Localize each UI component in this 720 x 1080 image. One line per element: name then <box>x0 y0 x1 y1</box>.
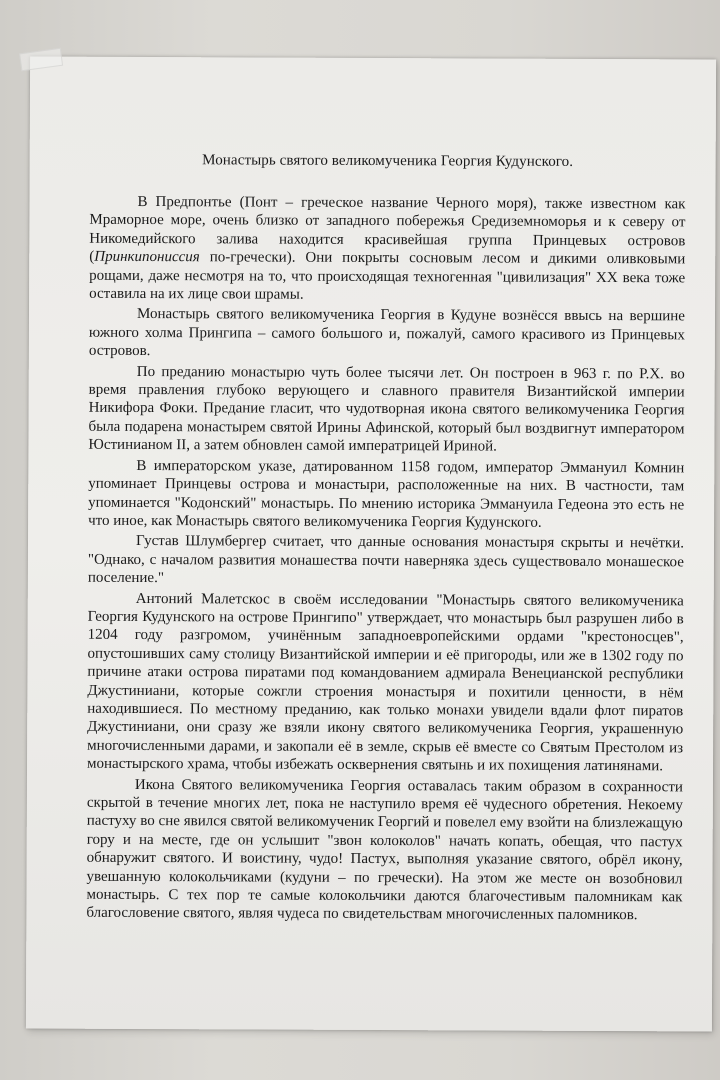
paragraph-1-italic: Принкипониссия <box>94 249 200 266</box>
paragraph-1 <box>89 193 685 306</box>
paragraph-1-text-a: В Предпонтье (Понт – греческое название Черного моря), также известном как Мраморное море, очень близко от западного побережья Средиземноморья и к северу от Никомедийского залива находится красивейшая группа Принцевых островов ( <box>89 193 686 266</box>
paragraph-2: Монастырь святого великомученика Георгия в Кудуне вознёсся ввысь на вершине южного холма Прингипа – самого большого и, пожалуй, самого красивого из Принцевых островов. <box>88 306 686 360</box>
paragraph-4: В императорском указе, датированном 1158 годом, император Эммануил Комнин упоминает Принцевы острова и монастыри, расположенные на них. В частности, там упоминается "Кодонский" монастырь. По мнению историка Эммануила Гедеона это есть не что иное, как Монастырь святого великомученика Георгия Кудунского. <box>88 457 685 531</box>
paper-sheet <box>26 57 716 1032</box>
paragraph-6: Антоний Малетскос в своём исследовании "Монастырь святого великомученика Георгия Кудунского на острове Прингипо" утверждает, что монастырь был разрушен либо в 1204 году разгромом, учинённым западноевропейскими ордами "крестоносцев", опустошивших саму столицу Византийской империи и её пригороды, или же в 1302 году по причине атаки острова пиратами под командованием адмирала Венецианской республики Джустиниани, которые сожгли строения монастыря и похитили ценности, в нём находившиеся. По местному преданию, как только монахи увидели вдали флот пиратов Джустиниани, они сразу же взяли икону святого великомученика Георгия, украшенную многочисленными дарами, и закопали её в земле, скрыв её вместе со Святым Престолом из монастырского храма, чтобы избежать осквернения святынь и их похищения латинянами. <box>87 590 684 775</box>
paragraph-1-text-b: по-гречески). Они покрыты сосновым лесом и дикими оливковыми рощами, даже несмотря на то, что происходящая техногенная "цивилизация" XX века тоже оставила на их лице свои шрамы. <box>89 249 686 303</box>
paragraph-5: Густав Шлумбергер считает, что данные основания монастыря скрыты и нечётки. "Однако, с началом развития монашества почти наверняка здесь существовало монашеское поселение." <box>87 533 685 587</box>
paragraph-3: По преданию монастырю чуть более тысячи лет. Он построен в 963 г. по Р.Х. во время правления глубоко верующего и славного правителя Византийской империи Никифора Фоки. Предание гласит, что чудотворная икона святого великомученика Георгия была подарена монастырем святой Ирины Афинской, который был воздвигнут императором Юстинианом II, а затем обновлен самой императрицей Ириной. <box>88 363 685 455</box>
paragraph-7: Икона Святого великомученика Георгия оставалась таким образом в сохранности скрытой в течение многих лет, пока не наступило время её чудесного обретения. Некоему пастуху во сне явился святой великомученик Георгий и повелел ему взойти на близлежащую гору и на месте, где он услышит "звон колоколов" начать копать, обещая, что пастух обнаружит святого. И воистину, чудо! Пастух, выполняя указание святого, обрёл икону, увешанную колокольчиками (кудуни – по гречески). На этом же месте он возобновил монастырь. С тех пор те самые колокольчики даются благочестивым паломникам как благословение святого, являя чудеса по свидетельствам многочисленных паломников. <box>86 776 683 924</box>
document-title: Монастырь святого великомученика Георгия Кудунского. <box>202 152 574 170</box>
